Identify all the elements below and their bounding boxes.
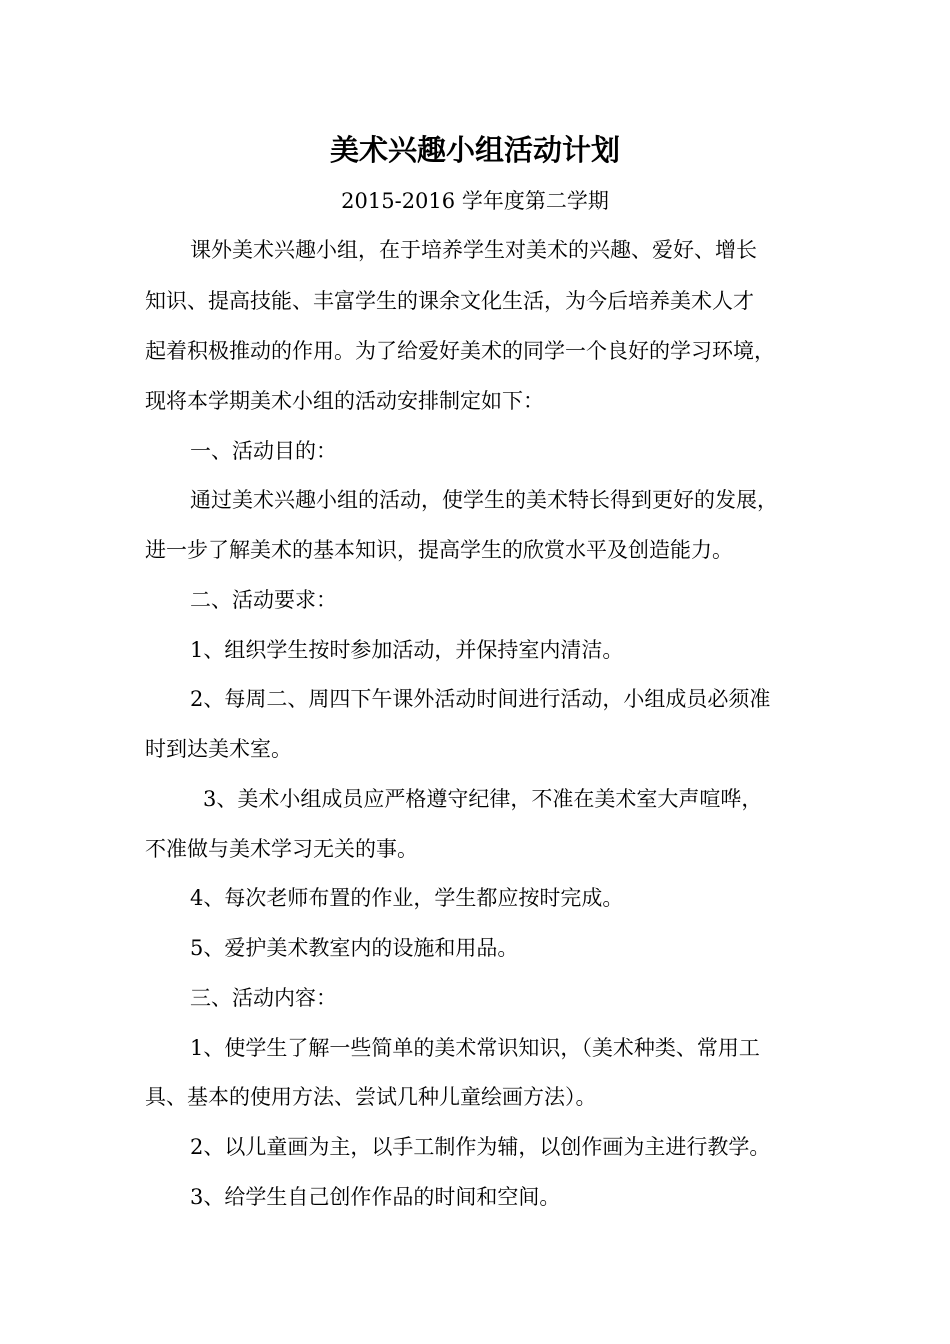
- intro-line-3: 起着积极推动的作用。为了给爱好美术的同学一个良好的学习环境，: [145, 339, 775, 363]
- content-2: 2、以儿童画为主，以手工制作为辅，以创作画为主进行教学。: [190, 1135, 771, 1159]
- intro-line-2: 知识、提高技能、丰富学生的课余文化生活，为今后培养美术人才: [145, 289, 754, 313]
- document-subtitle: 2015-2016 学年度第二学期: [341, 189, 609, 213]
- intro-line-4: 现将本学期美术小组的活动安排制定如下：: [145, 389, 544, 413]
- purpose-line-2: 进一步了解美术的基本知识，提高学生的欣赏水平及创造能力。: [145, 538, 733, 562]
- section-heading-2: 二、活动要求：: [190, 588, 337, 612]
- document-title: 美术兴趣小组活动计划: [329, 133, 620, 167]
- requirement-5: 5、爱护美术教室内的设施和用品。: [190, 936, 519, 960]
- section-heading-1: 一、活动目的：: [190, 439, 337, 463]
- requirement-1: 1、组织学生按时参加活动，并保持室内清洁。: [190, 638, 624, 662]
- content-1-line-1: 1、使学生了解一些简单的美术常识知识，（美术种类、常用工: [190, 1036, 760, 1060]
- section-heading-3: 三、活动内容：: [190, 986, 337, 1010]
- requirement-2-line-2: 时到达美术室。: [145, 737, 292, 761]
- content-3: 3、给学生自己创作作品的时间和空间。: [190, 1185, 561, 1209]
- requirement-3-line-1: 3、美术小组成员应严格遵守纪律，不准在美术室大声喧哗，: [203, 787, 763, 811]
- requirement-4: 4、每次老师布置的作业，学生都应按时完成。: [190, 886, 624, 910]
- content-1-line-2: 具、基本的使用方法、尝试几种儿童绘画方法）。: [145, 1085, 597, 1109]
- purpose-line-1: 通过美术兴趣小组的活动，使学生的美术特长得到更好的发展，: [190, 488, 778, 512]
- intro-line-1: 课外美术兴趣小组，在于培养学生对美术的兴趣、爱好、增长: [190, 238, 757, 262]
- requirement-3-line-2: 不准做与美术学习无关的事。: [145, 837, 418, 861]
- requirement-2-line-1: 2、每周二、周四下午课外活动时间进行活动，小组成员必须准: [190, 687, 771, 711]
